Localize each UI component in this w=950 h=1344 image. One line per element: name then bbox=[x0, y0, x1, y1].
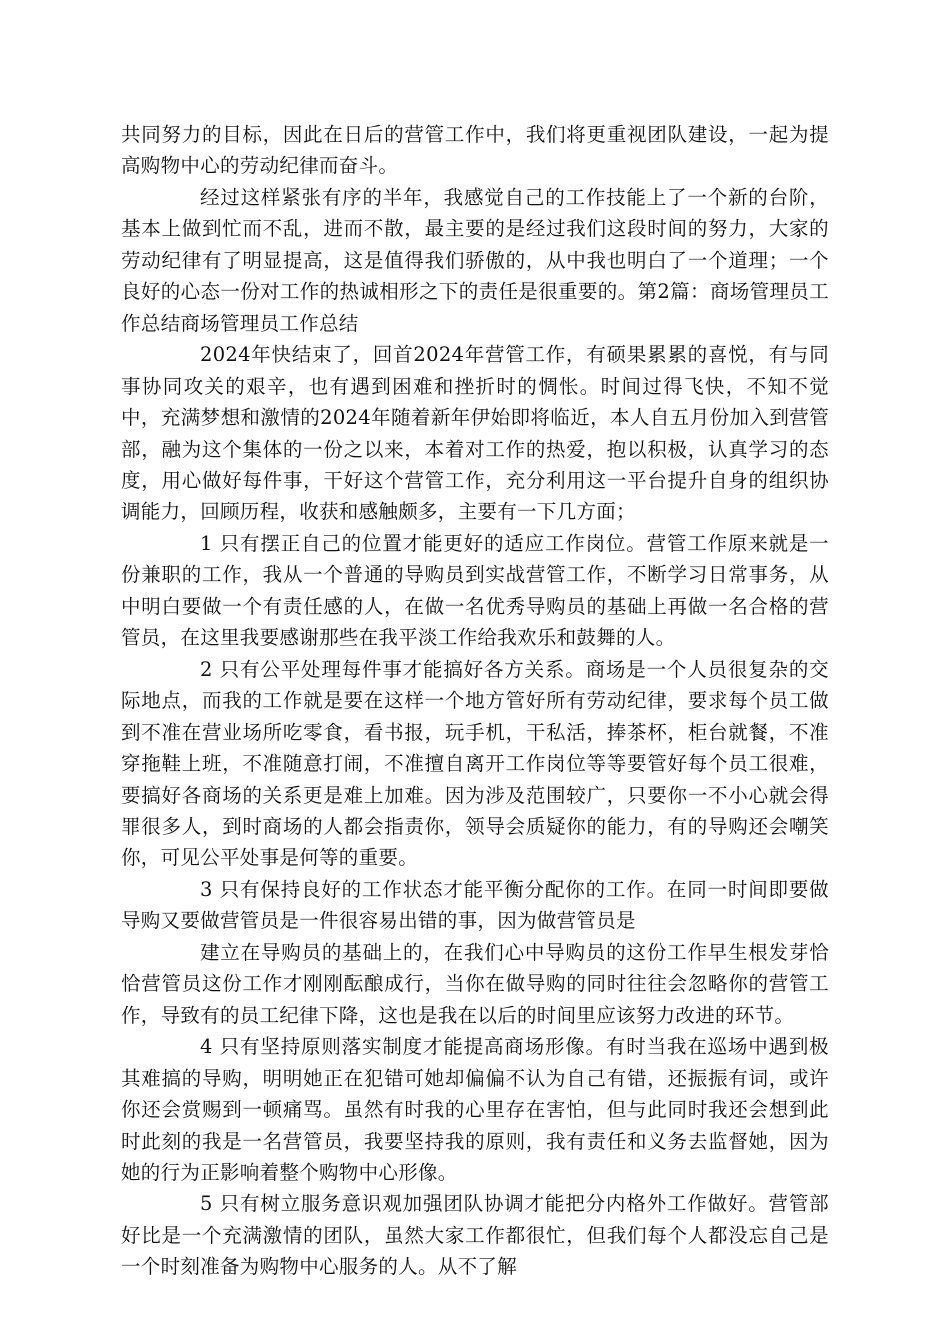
paragraph: 共同努力的目标，因此在日后的营管工作中，我们将更重视团队建设，一起为提高购物中心的劳动纪律而奋斗。 bbox=[121, 123, 829, 178]
paragraph: 4 只有坚持原则落实制度才能提高商场形像。有时当我在巡场中遇到极其难搞的导购，明明她正在犯错可她却偏偏不认为自己有错，还振振有词，或许你还会赏赐到一顿痛骂。虽然有时我的心里存在害怕，但与此同时我还会想到此时此刻的我是一名营管员，我要坚持我的原则，我有责任和义务去监督她，因为她的行为正影响着整个购物中心形像。 bbox=[121, 1035, 829, 1184]
paragraph: 5 只有树立服务意识观加强团队协调才能把分内格外工作做好。营管部好比是一个充满激情的团队，虽然大家工作都很忙，但我们每个人都没忘自己是一个时刻准备为购物中心服务的人。从不了解 bbox=[121, 1192, 829, 1279]
paragraph: 2024年快结束了，回首2024年营管工作，有硕果累累的喜悦，有与同事协同攻关的艰辛，也有遇到困难和挫折时的惆怅。时间过得飞快，不知不觉中，充满梦想和激情的2024年随着新年伊始即将临近，本人自五月份加入到营管部，融为这个集体的一份之以来，本着对工作的热爱，抱以积极，认真学习的态度，用心做好每件事，干好这个营管工作，充分利用这一平台提升自身的组织协调能力，回顾历程，收获和感触颇多，主要有一下几方面； bbox=[121, 343, 829, 524]
paragraph: 1 只有摆正自己的位置才能更好的适应工作岗位。营管工作原来就是一份兼职的工作，我从一个普通的导购员到实战营管工作，不断学习日常事务，从中明白要做一个有责任感的人，在做一名优秀导购员的基础上再做一名合格的营管员，在这里我要感谢那些在我平淡工作给我欢乐和鼓舞的人。 bbox=[121, 531, 829, 650]
document-body bbox=[121, 119, 829, 1283]
paragraph: 经过这样紧张有序的半年，我感觉自己的工作技能上了一个新的台阶，基本上做到忙而不乱，进而不散，最主要的是经过我们这段时间的努力，大家的劳动纪律有了明显提高，这是值得我们骄傲的，从中我也明白了一个道理；一个良好的心态一份对工作的热诚相形之下的责任是很重要的。第2篇：商场管理员工作总结商场管理员工作总结 bbox=[121, 185, 829, 335]
paragraph: 3 只有保持良好的工作状态才能平衡分配你的工作。在同一时间即要做导购又要做营管员是一件很容易出错的事，因为做营管员是 bbox=[121, 877, 829, 933]
paragraph: 2 只有公平处理每件事才能搞好各方关系。商场是一个人员很复杂的交际地点，而我的工作就是要在这样一个地方管好所有劳动纪律，要求每个员工做到不准在营业场所吃零食，看书报，玩手机，干私活，捧茶杯，柜台就餐，不准穿拖鞋上班，不准随意打闹，不准擅自离开工作岗位等等要管好每个员工很难，要搞好各商场的关系更是难上加难。因为涉及范围较广，只要你一不小心就会得罪很多人，到时商场的人都会指责你，领导会质疑你的能力，有的导购还会嘲笑你，可见公平处事是何等的重要。 bbox=[121, 657, 829, 870]
paragraph: 建立在导购员的基础上的，在我们心中导购员的这份工作早生根发芽恰恰营管员这份工作才刚刚酝酿成行，当你在做导购的同时往往会忽略你的营管工作，导致有的员工纪律下降，这也是我在以后的时间里应该努力改进的环节。 bbox=[121, 940, 829, 1027]
